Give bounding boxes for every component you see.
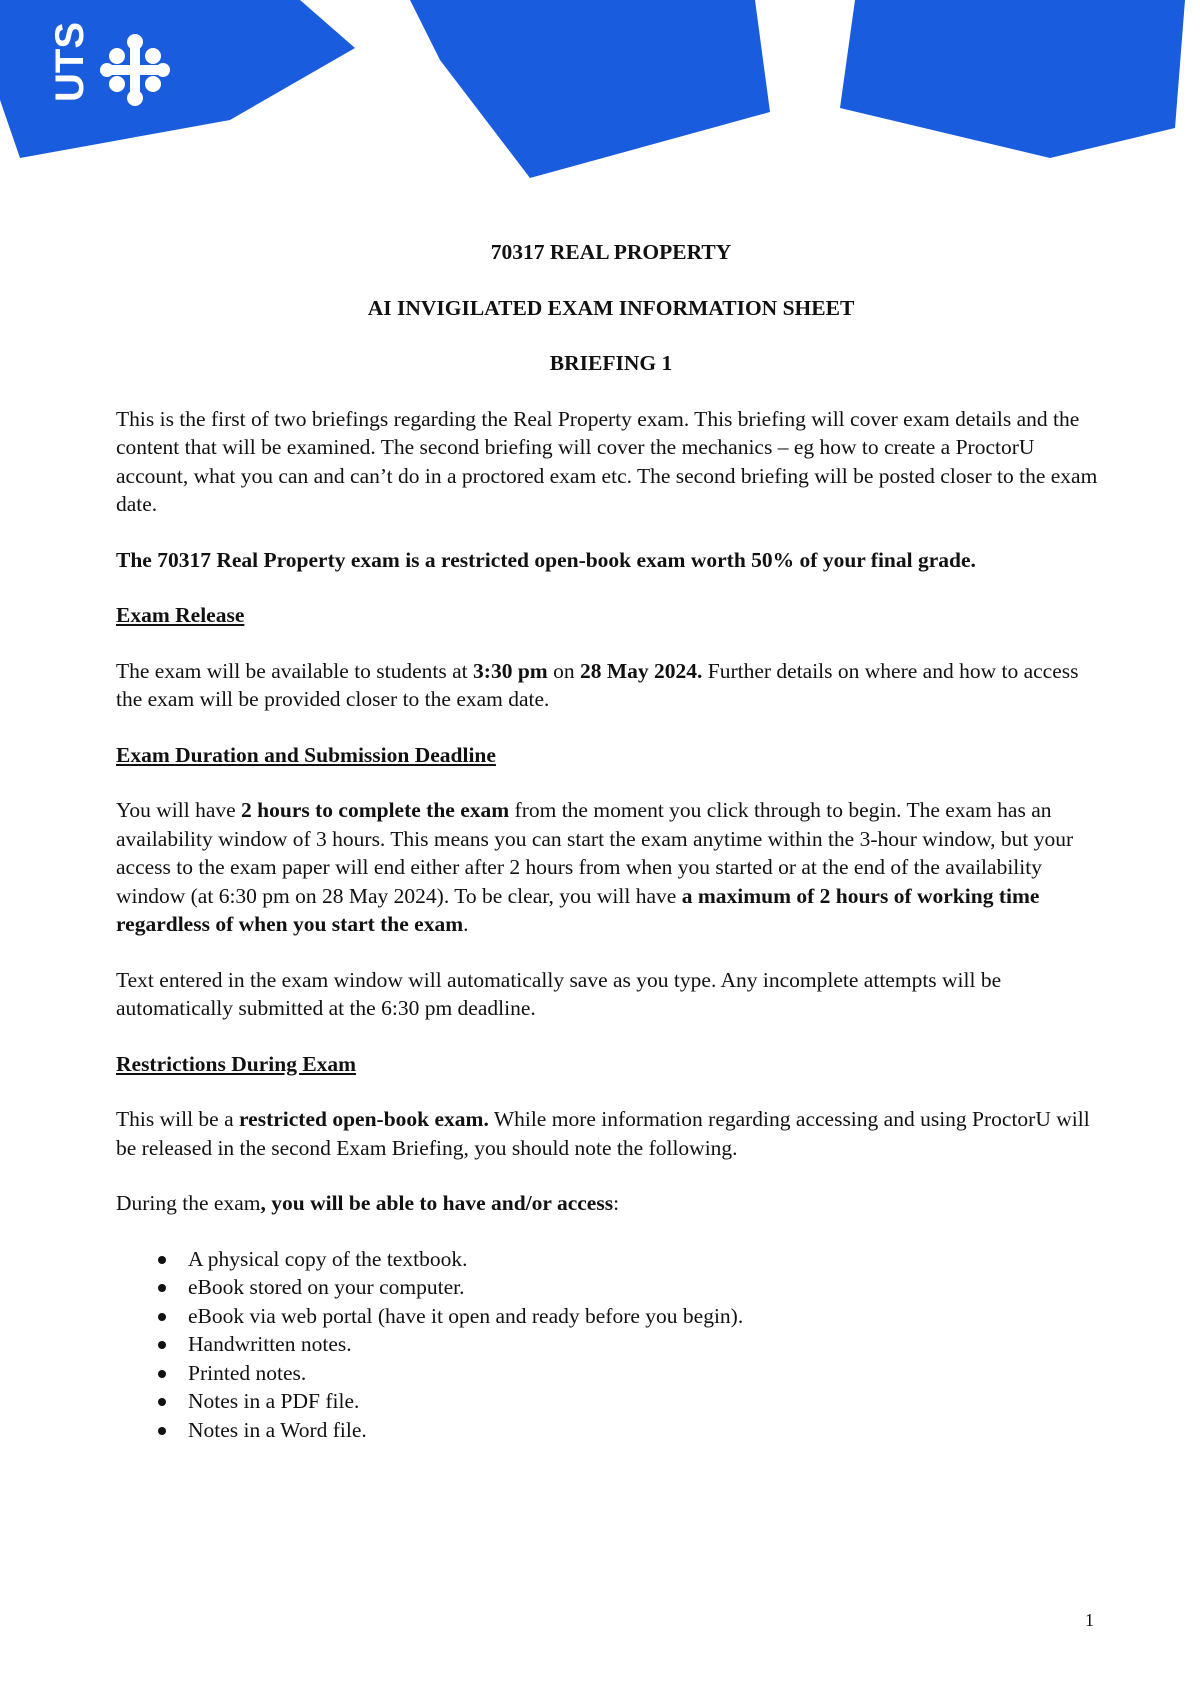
list-item: Handwritten notes. [188, 1330, 1106, 1359]
duration-bold-1: 2 hours to complete the exam [241, 798, 510, 822]
header-shape-right [840, 0, 1185, 158]
access-intro-text: During the exam [116, 1191, 261, 1215]
access-intro-bold: , you will be able to have and/or access [260, 1191, 614, 1215]
list-item: eBook stored on your computer. [188, 1273, 1106, 1302]
header-shape-middle [410, 0, 770, 178]
exam-release-heading: Exam Release [116, 603, 245, 627]
duration-text-1: You will have [116, 798, 242, 822]
release-date: 28 May 2024. [579, 658, 703, 683]
briefing-title: BRIEFING 1 [549, 351, 673, 375]
restrictions-text-2: While more information regarding accessing and using ProctorU will be released in the second Exam Briefing, you should note the following. [116, 1107, 1090, 1160]
autosave-paragraph: Text entered in the exam window will automatically save as you type. Any incomplete attempts will be automatically submitted at the 6:30 pm deadline. [116, 967, 1002, 1020]
release-text-2: on [547, 658, 580, 683]
title-block [116, 238, 1106, 378]
restrictions-bold: restricted open-book exam. [239, 1107, 489, 1131]
duration-heading: Exam Duration and Submission Deadline [116, 742, 496, 767]
release-text-1: The exam will be available to students at [116, 658, 474, 683]
list-item: Notes in a PDF file. [188, 1387, 1106, 1416]
restrictions-text-1: This will be a [116, 1107, 240, 1131]
uts-logo-text: UTS [48, 22, 92, 102]
list-item: eBook via web portal (have it open and ready before you begin). [188, 1302, 1106, 1331]
access-intro-colon: : [613, 1191, 620, 1215]
duration-text-2: from the moment you click through to begin. The exam has an availability window of 3 hours. This means you can start the exam anytime within the 3-hour window, but your access to the exam paper will end either after 2 hours from when you started or at the end of the availability window (at 6:30 pm on 28 May 2024). To be clear, you will have [116, 798, 1074, 908]
release-text-3: Further details on where and how to access the exam will be provided closer to the exam date. [116, 658, 1079, 711]
release-time: 3:30 pm [473, 658, 548, 683]
intro-paragraph: This is the first of two briefings regarding the Real Property exam. This briefing will cover exam details and the content that will be examined. The second briefing will cover the mechanics – eg how to create a ProctorU account, what you can and can’t do in a proctored exam etc. The second briefing will be posted closer to the exam date. [116, 406, 1098, 516]
document-body [116, 238, 1106, 1444]
course-title: 70317 REAL PROPERTY [490, 240, 732, 264]
header-banner [0, 0, 1200, 185]
summary-text: The 70317 Real Property exam is a restricted open-book exam worth 50% of your final grade. [116, 547, 976, 572]
list-item: Printed notes. [188, 1359, 1106, 1388]
duration-bold-2: a maximum of 2 hours of working time regardless of when you start the exam [116, 883, 1040, 936]
restrictions-heading: Restrictions During Exam [116, 1051, 357, 1076]
list-item: Notes in a Word file. [188, 1416, 1106, 1445]
duration-text-3: . [463, 912, 469, 936]
exam-release-paragraph [116, 657, 1106, 714]
sheet-title: AI INVIGILATED EXAM INFORMATION SHEET [367, 295, 855, 320]
list-item: A physical copy of the textbook. [188, 1245, 1106, 1274]
restrictions-paragraph [116, 1105, 1106, 1162]
allowed-materials-list [116, 1245, 1106, 1445]
duration-paragraph [116, 796, 1106, 939]
summary-paragraph [116, 546, 1106, 575]
page-number: 1 [1085, 1610, 1094, 1630]
access-intro-paragraph [116, 1189, 1106, 1218]
